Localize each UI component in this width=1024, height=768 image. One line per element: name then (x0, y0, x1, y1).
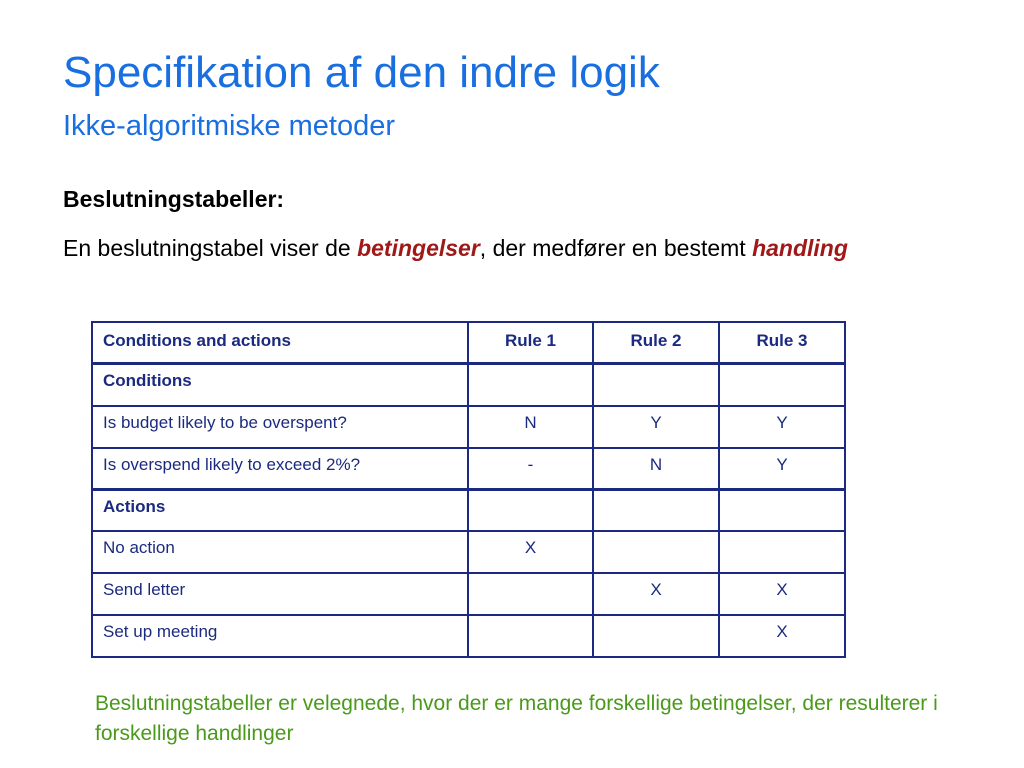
slide-subtitle: Ikke-algoritmiske metoder (63, 110, 395, 142)
table-cell: Conditions (92, 364, 468, 406)
table-cell (468, 364, 593, 406)
header-cell-conditions-and-actions: Conditions and actions (92, 322, 468, 364)
table-cell: N (593, 448, 719, 490)
table-row (92, 573, 845, 615)
table-cell: - (468, 448, 593, 490)
table-row (92, 615, 845, 657)
table-cell: X (593, 573, 719, 615)
header-cell-rule-2: Rule 2 (593, 322, 719, 364)
table-cell: No action (92, 531, 468, 573)
table-cell: Y (593, 406, 719, 448)
table-cell (593, 615, 719, 657)
decision-table (91, 321, 846, 658)
table-cell (719, 364, 845, 406)
table-cell: Y (719, 448, 845, 490)
emphasis-handling: handling (752, 235, 848, 261)
table-cell: Send letter (92, 573, 468, 615)
table-cell (719, 531, 845, 573)
table-cell: Y (719, 406, 845, 448)
table-cell: Is budget likely to be overspent? (92, 406, 468, 448)
table-cell: X (468, 531, 593, 573)
table-cell: Actions (92, 490, 468, 532)
header-cell-rule-3: Rule 3 (719, 322, 845, 364)
table-cell (468, 615, 593, 657)
table-cell (468, 490, 593, 532)
emphasis-betingelser: betingelser (357, 235, 480, 261)
table-row (92, 406, 845, 448)
table-cell (593, 531, 719, 573)
header-cell-rule-1: Rule 1 (468, 322, 593, 364)
table-cell (593, 490, 719, 532)
body-text-part1: En beslutningstabel viser de (63, 235, 358, 261)
slide-title: Specifikation af den indre logik (63, 48, 660, 97)
table-header-row (92, 322, 845, 364)
table-row (92, 531, 845, 573)
table-row (92, 448, 845, 490)
table-cell: Set up meeting (92, 615, 468, 657)
table-cell (719, 490, 845, 532)
table-row-conditions-heading (92, 364, 845, 406)
table-cell (468, 573, 593, 615)
section-heading: Beslutningstabeller: (63, 186, 285, 212)
table-cell: X (719, 615, 845, 657)
table-row-actions-heading (92, 490, 845, 532)
body-paragraph (63, 228, 943, 268)
table-cell: X (719, 573, 845, 615)
body-text-part2: , der medfører en bestemt (479, 235, 753, 261)
footer-note: Beslutningstabeller er velegnede, hvor der er mange forskellige betingelser, der resulterer i forskellige handlinger (95, 692, 938, 745)
table-cell: Is overspend likely to exceed 2%? (92, 448, 468, 490)
table-cell (593, 364, 719, 406)
table-cell: N (468, 406, 593, 448)
